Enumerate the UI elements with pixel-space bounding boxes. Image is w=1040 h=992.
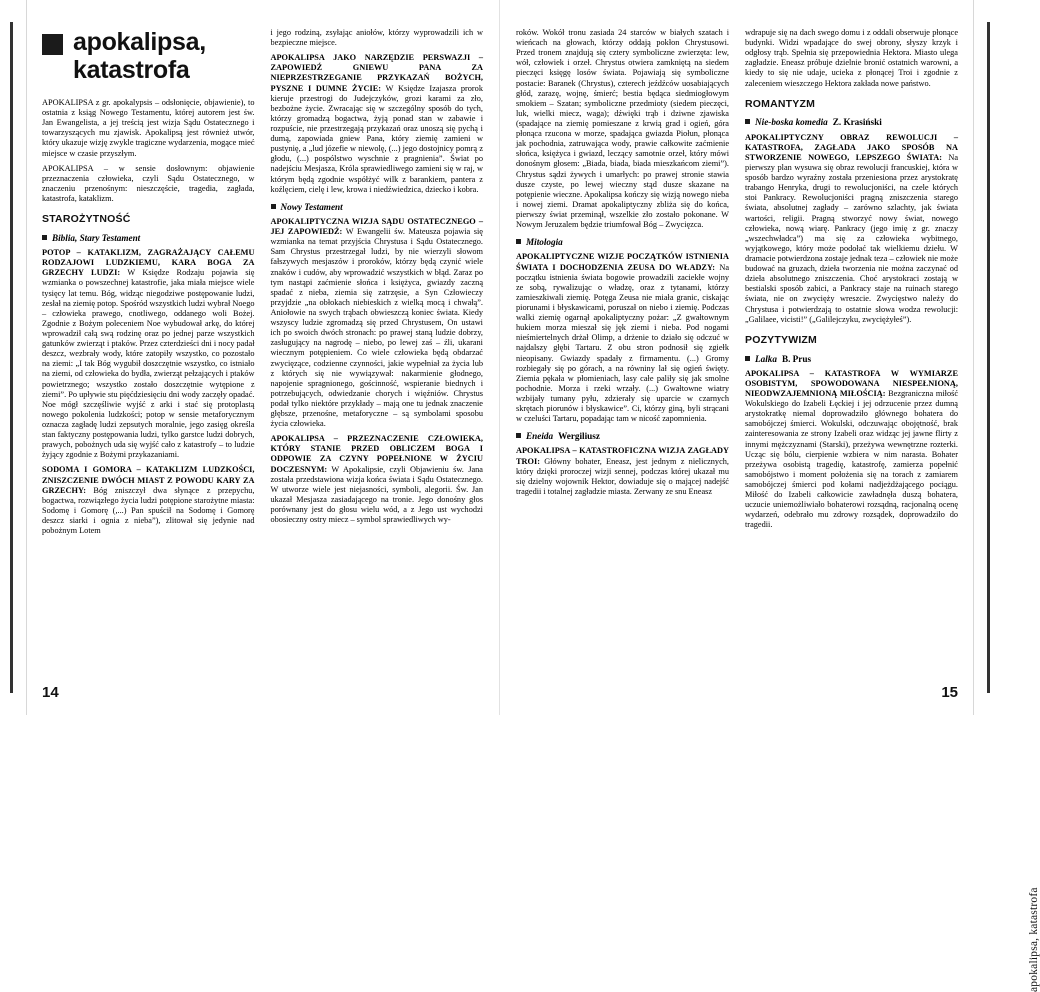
folio-right: 15	[941, 684, 958, 701]
column-4	[745, 28, 958, 648]
entry-lead-troja: APOKALIPSA – KATASTROFICZNA WIZJA ZAGŁADY TROI:	[516, 446, 729, 466]
entry-lead-sad-ostateczny: APOKALIPTYCZNA WIZJA SĄDU OSTATECZNEGO – JEJ ZAPOWIEDŹ:	[270, 216, 483, 237]
entry-body-sad-ostateczny: W Ewangelii św. Mateusza pojawia się wzmianka na temat przyjścia Chrystusa i Sądu Ostatecznego. Sam Chrystus przestrzegał ludzi, by nie wierzyli słowom fałszywych mesjaszów i proroków, którzy będą czynić wiele znaków i cudów, aby wprowadzić wszystkich w błąd. Zaraz po tym nastąpi zaćmienie słońca i księżyca, gwiazdy zaczną spadać z nieba, ziemia się zatrzęsie, a Syn Człowieczy przyjdzie „na obłokach niebieskich z wielką mocą i chwałą”. Aniołowie na swych trąbach obwieszczą koniec świata. Kiedy wszyscy ludzie zgromadzą się przed Chrystusem, On ustawi ich po swoich dwóch stronach: po prawej staną ludzie dobrzy, zasługujący na nagrodę – niebo, po lewej zaś – źli, ukarani wiecznym potępieniem. Co wiele człowieka będą obdarzać zwycięzące, codzienne czynności, jakie wypełniał za życia lub z których się nie wywiązywał: nakarmienie głodnego, napojenie spragnionego, gościnność, wspieranie biednych i potrzebujących, odwiedzanie chorych i więźniów. Chrystus podał tylko niektóre przykłady – mają one tu jednak znaczenie głębsze, przenośne, metaforyczne – są symbolami sposobu życia człowieka.	[270, 227, 483, 429]
left-page-columns	[42, 28, 483, 648]
section-heading-pozytywizm: POZYTYWIZM	[745, 333, 817, 346]
entry-body-zeus: Na początku istnienia świata bogowie prowadzili zaciekłe wojny ze sobą, rywalizując o władzę, oraz z tytanami, którzy zamieszkiwali ziemię. Potęga Zeusa nie miała granic, ciskając piorunami i błyskawicami, poruszał on niebo i ziemię. Podczas walki ziemię ogarnął apokaliptyczny pożar: „Z gwałtownym hukiem morza mieszał się jęk ziemi i nieba. Pod nogami nieśmiertelnych drżał Olimp, a drżenie to działo się odczuć w najdalszy głębi Tartaru. Z obu stron podnosił się zgiełk nieopisany. Gwiazdy spadały z firmamentu. (...) Gromy rozbiegały się po górach, a na równiny lał się ogień święty. Ziemia pękała w płomieniach, lasy całe paliły się jak smolne pochodnie. Morza i rzeki wrzały. (...) Gwałtowne wiatry wzbijały tumany pyłu, zdzierały się uparcie w czarnych skrętach piorunów i błyskawice”. Ci, którzy giną, byli strącani w czeluści Tartaru, popadając tam w nicość zapomnienia.	[516, 262, 729, 424]
square-bullet-icon	[516, 433, 521, 438]
entry-body-rewolucja: Na pierwszy plan wysuwa się obraz rewolucji francuskiej, która w sposób bardzo wyraźny została przeniesiona przez arystokratę trabango Henryka, drugi to rewolucjoniści, na czele których stoi Pankracy. Rewolucjoniści pragną zniszczenia starego świata, absolutnej zagłady – zarówno szlachty, jak świata wartości, religii. Pragną stworzyć nowy świat, nowego człowieka, nową wiarę. Pankracy (jego imię z gr. znaczy „wszechwładca”) ma się za człowieka wybitnego, wyjątkowego, który może podołać tak wielkiemu dziełu. W dramacie potwierdzona zostaje jednak teza – człowiek nie może budować na gruzach, dzieła tworzenia nie można zaczynać od dzieła absolutnego zniszczenia. Choć arystokraci zostają w bestialski sposób zabici, a Pankracy staje na ruinach starego świata, nie on zwycięży wreszcie. Zwycięstwo należy do Chrystusa i potwierdzają to ostatnie słowa wodza rewolucji: „Galilaee, vicisti!” („Galilejczyku, zwyciężyłeś”).	[745, 152, 959, 324]
entry-lead-potop: POTOP – KATAKLIZM, ZAGRAŻAJĄCY CAŁEMU RODZAJOWI LUDZKIEMU, KARA BOGA ZA GRZECHY LUDZI:	[42, 248, 255, 278]
entry-lead-wokulski: APOKALIPSA – KATASTROFA W WYMIARZE OSOBISTYM, SPOWODOWANA NIESPEŁNIONĄ, NIEODWZAJEMNIONĄ MIŁOŚCIĄ:	[745, 368, 958, 398]
entry-lead-przeznaczenie: APOKALIPSA – PRZEZNACZENIE CZŁOWIEKA, KTÓRY STANIE PRZED OBLICZEM BOGA I ODPOWIE ZA CZYNY POPEŁNIONE W ŻYCIU DOCZESNYM:	[270, 434, 483, 474]
page-title-block	[42, 28, 255, 84]
entry-body-perswazja: W Księdze Izajasza prorok kieruje przestrogi do Judejczyków, grozi karami za zło, bezbożne życie. Zwracając się w szczególny sposób do tych, którzy gromadzą bogactwa, żyją ponad stan w zabawie i rozpuście, nie przestrzegają przykazań oraz unoszą się pychą i dumą, zapowiada gniew Pana, który ziemię zamieni w pustynię, a „lud józefie w niewolę, (...) jego dostojnicy pomrą z głodu, (...) pospólstwo wyschnie z pragnienia”. Świat po nadejściu Mesjasza, Króla sprawiedliwego zamieni się w raj, w którym będą zgodnie współżyć wilk z barankiem, pantera z koźlęciem, cielę i lew, krowa i niedźwiedzica, dziecko i kobra.	[270, 83, 483, 194]
subsection-heading-nowy-testament	[271, 202, 484, 213]
section-heading-romantyzm: ROMANTYZM	[745, 97, 816, 110]
entry-body-troja: Główny bohater, Eneasz, jest jednym z nielicznych, który dzięki proroczej wizji sennej, podczas której ukazał mu się dzielny wojownik Hektor, dowiaduje się o mającej nadejść tragedii i totalnej zagładzie miasta. Zerwany ze snu Eneasz	[516, 456, 729, 496]
paragraph-troja	[516, 446, 729, 497]
left-edge-bar	[0, 0, 27, 715]
paragraph-sad-ostateczny	[271, 217, 484, 429]
subsection-heading-eneida	[516, 431, 729, 442]
paragraph-continuation-apokalipsa-jana: roków. Wokół tronu zasiada 24 starców w białych szatach i wieńcach na głowach, którzy oddają pokłon Chrystusowi. Przed tronem znajdują się cztery symboliczne zwierzęta: lew, wół, człowiek i orzeł. Chrystus otwiera zamkniętą na siedem pieczęci księgę losów świata. Pojawiają się symboliczne postacie: Baranek (Chrystus), czterech jeźdźców uosabiających głód, zarazę, wojnę, śmierć; bestia będąca siedmiogłowym smokiem – Szatan; symboliczne przedmioty (siedem pieczęci, luk, wielki miecz, waga); dźwięki trąb i dziwne zjawiska (spadające na ziemię pomieszane z krwią grad i ogień, góra płonąca rzucona w morze, spadająca gwiazda Piołun, płonąca jak pochodnia, zatruwająca wody, prawie całkowite zaćmienie słońca, księżyca i gwiazd, leczący samotnie orzeł, który mówi donośnym głosem: „Biada, biada, biada mieszkańcom ziemi”). Chrystus sądzi żywych i umarłych: po prawej stronie stawia dusze czyste, po lewej wieczny stąd dusze skazane na potępienie wieczne. Apokalipsa kończy się wizją nowego nieba i nowej ziemi. Dramat apokaliptyczny zbliża się do końca, pierwszy świat przeminął, wszelkie zło zostało pokonane. W Nowym Jeruzalem będzie triumfował Bóg – Zwycięzca.	[516, 28, 729, 230]
subsection-label-nowy-testament: Nowy Testament	[280, 201, 343, 212]
entry-lead-sodoma: SODOMA I GOMORA – KATAKLIZM LUDZKOŚCI, ZNISZCZENIE DWÓCH MIAST Z POWODU KARY ZA GRZECHY:	[42, 465, 255, 495]
lead-paragraph-1: APOKALIPSA z gr. apokalypsis – odsłonięcie, objawienie), to ostatnia z ksiąg Nowego Testamentu, której autorem jest św. Jan Ewangelista, a jej treścią jest wizja Sądu Ostatecznego i towarzyszących mu zjawisk. Apokalipsą jest również utwór, który ukazuje wizję zwykle tragiczne wydarzenia, mogące mieć miejsce w czasie przyszłym.	[42, 98, 255, 158]
subsection-author-eneida: Wergiliusz	[558, 431, 600, 442]
paragraph-continuation-troja: wdrapuje się na dach swego domu i z oddali obserwuje płonące budynki. Widzi wpadające do swej obrony, słyszy krzyk i odgłosy trąb. Spełnia się przepowiednia Hektora. Miasto ulega zagładzie. Eneasz próbuje dzielnie bronić ostatnich warowni, a kiedy to się nie udaje, ucieka z płonącej Troi i zgodnie z zaleceniem wieszczego Hektora zakłada nowe państwo.	[745, 28, 958, 88]
column-3	[516, 28, 729, 648]
left-edge-rule	[10, 22, 13, 693]
entry-body-sodoma: Bóg zniszczył dwa słynące z przepychu, bogactwa, rozwiązłego życia ludzi potępione starożytne miasta: Sodomę i Gomorę (,...) Pan spuścił na Sodomę i Gomorę deszcz siarki i ognia z nieba”), zlitował się jedynie nad pobożnym Lotem	[42, 485, 255, 536]
spread	[26, 0, 974, 715]
section-heading-starozytnosc: STAROŻYTNOŚĆ	[42, 213, 131, 226]
lead-paragraph-2: APOKALIPSA – w sensie dosłownym: objawienie przeznaczenia człowieka, czyli Sądu Ostatecznego, w znaczeniu przenośnym: nieszczęście, tragedia, zagłada, katastrofa, kataklizm.	[42, 163, 255, 203]
paragraph-potop	[42, 248, 255, 460]
subsection-heading-biblia	[42, 233, 255, 244]
square-bullet-icon	[271, 204, 276, 209]
square-bullet-icon	[42, 235, 47, 240]
subsection-label-mitologia: Mitologia	[526, 237, 563, 248]
subsection-label-eneida: Eneida	[526, 431, 554, 442]
paragraph-przeznaczenie	[271, 434, 484, 525]
right-edge-bar	[973, 0, 1040, 992]
subsection-heading-nieboska	[745, 117, 958, 128]
subsection-label-lalka: Lalka	[755, 353, 777, 364]
square-bullet-icon	[745, 119, 750, 124]
entry-lead-perswazja: APOKALIPSA JAKO NARZĘDZIE PERSWAZJI – ZAPOWIEDŹ GNIEWU PANA ZA NIEPRZESTRZEGANIE PRZYKAZAŃ BOŻYCH, PYSZNE I DUMNE ŻYCIE:	[270, 53, 483, 93]
right-page-columns	[516, 28, 958, 648]
right-page	[500, 0, 974, 715]
entry-body-potop: W Księdze Rodzaju pojawia się wzmianka o powszechnej katastrofie, jaka miała miejsce wiele tysięcy lat temu. Bóg, widząc niegodziwe postępowanie ludzi, zesłał na ziemię potop. Spośród wszystkich ludzi wybrał Noego – człowieka prawego, cnotliwego, oddanego woli Bożej. Zgodnie z Bożym poleceniem Noe wybudował arkę, do której wprowadził całą swą rodzinę oraz po jednej parze wszystkich gatunków zwierząt i ptaków. Przez czterdzieści dni i nocy padał deszcz, wezbrały wody, które zatopiły wszystko, co pozostało na ziemi: „I tak Bóg wygubił doszczętnie wszystko, co istniało na ziemi, od człowieka do bydła, zwierząt pełzających i ptaków powietrznego; wszystko zostało doszczętnie wytępione z ziemi”. Po upływie stu pięćdziesięciu dni wody zaczęły opadać. Noe mógł szczęśliwie wyjść z arki i stać się protoplastą nowego pokolenia ludzkości; potop w sensie metaforycznym oznacza zagładę ludzi zepsutych moralnie, jego zasięg określa stan faktyczny postępowania ludzi, tylko garstce ludzi dobrych, prawych, pobożnych uda się wyjść cało z katastrofy – to ludzie żyjący zgodnie z Bożymi przykazaniami.	[42, 268, 255, 460]
subsection-author-lalka: B. Prus	[781, 353, 812, 364]
title-marker-square	[42, 34, 63, 55]
entry-lead-rewolucja: APOKALIPTYCZNY OBRAZ REWOLUCJI – KATASTROFA, ZAGŁADA JAKO SPOSÓB NA STWORZENIE NOWEGO, LEPSZEGO ŚWIATA:	[745, 132, 958, 162]
subsection-heading-lalka	[745, 354, 958, 365]
right-edge-rule	[987, 22, 990, 693]
entry-lead-zeus: APOKALIPTYCZNE WIZJE POCZĄTKÓW ISTNIENIA ŚWIATA I DOCHODZENIA ZEUSA DO WŁADZY:	[516, 252, 729, 272]
entry-body-przeznaczenie: W Apokalipsie, czyli Objawieniu św. Jana została przedstawiona wizja końca świata i Sądu Ostatecznego. W utworze wiele jest niejasności, symboli, alegorii. Św. Jan ukazał Mesjasza zasiadającego na tronie. Jego donośny głos porównany jest do głosu wielu wód, a z Jego ust wychodzi obosieczny ostry miecz – symbol sprawiedliwych wy-	[270, 464, 483, 525]
subsection-author-nieboska: Z. Krasiński	[832, 117, 882, 128]
subsection-label-biblia: Biblia, Stary Testament	[52, 232, 141, 243]
paragraph-wokulski	[745, 369, 958, 531]
paragraph-zeus	[516, 252, 729, 424]
left-page	[26, 0, 500, 715]
subsection-heading-mitologia	[516, 237, 729, 248]
running-head-right: apokalipsa, katastrofa	[1028, 887, 1040, 992]
page-title: apokalipsa, katastrofa	[73, 28, 206, 84]
paragraph-rewolucja	[745, 133, 958, 325]
entry-body-wokulski: Bezgraniczna miłość Wokulskiego do Izabeli Łęckiej i jej odrzucenie przez dumną arystokratkę niemal doprowadziło głównego bohatera do samobójczej śmierci. Wokulski, odczuwając obojętność, brak zainteresowania ze strony Izabeli oraz widząc jej jawne flirty z innymi mężczyznami (Starski), przeżywa wewnętrzne rozterki. Ucząc się bólu, cierpienie wzbiera w nim narasta. Bohater przeżywa osobistą tragedię, katastrofę, zamierza popełnić samobójstwo i moment położenia się na torach z zamiarem samobójczej śmierci pod kołami nadjeżdżającego pociągu. Miłość do Izabeli całkowicie zawładnęła duszą bohatera, uczucie uniemożliwiało bohaterowi rozsądną, racjonalną ocenę wydarzeń, odebrało mu zdrowy rozsądek, doprowadziło do tragedii.	[745, 388, 958, 530]
column-2	[271, 28, 484, 648]
lead-paragraphs	[42, 98, 255, 204]
paragraph-continuation-sodoma: i jego rodziną, zsyłając aniołów, którzy wyprowadzili ich w bezpieczne miejsce.	[270, 28, 483, 48]
folio-left: 14	[42, 684, 59, 701]
square-bullet-icon	[745, 356, 750, 361]
column-1	[42, 28, 255, 648]
paragraph-sodoma	[42, 465, 255, 536]
paragraph-perswazja	[271, 53, 484, 195]
subsection-label-nieboska: Nie-boska komedia	[755, 117, 828, 128]
square-bullet-icon	[516, 239, 521, 244]
